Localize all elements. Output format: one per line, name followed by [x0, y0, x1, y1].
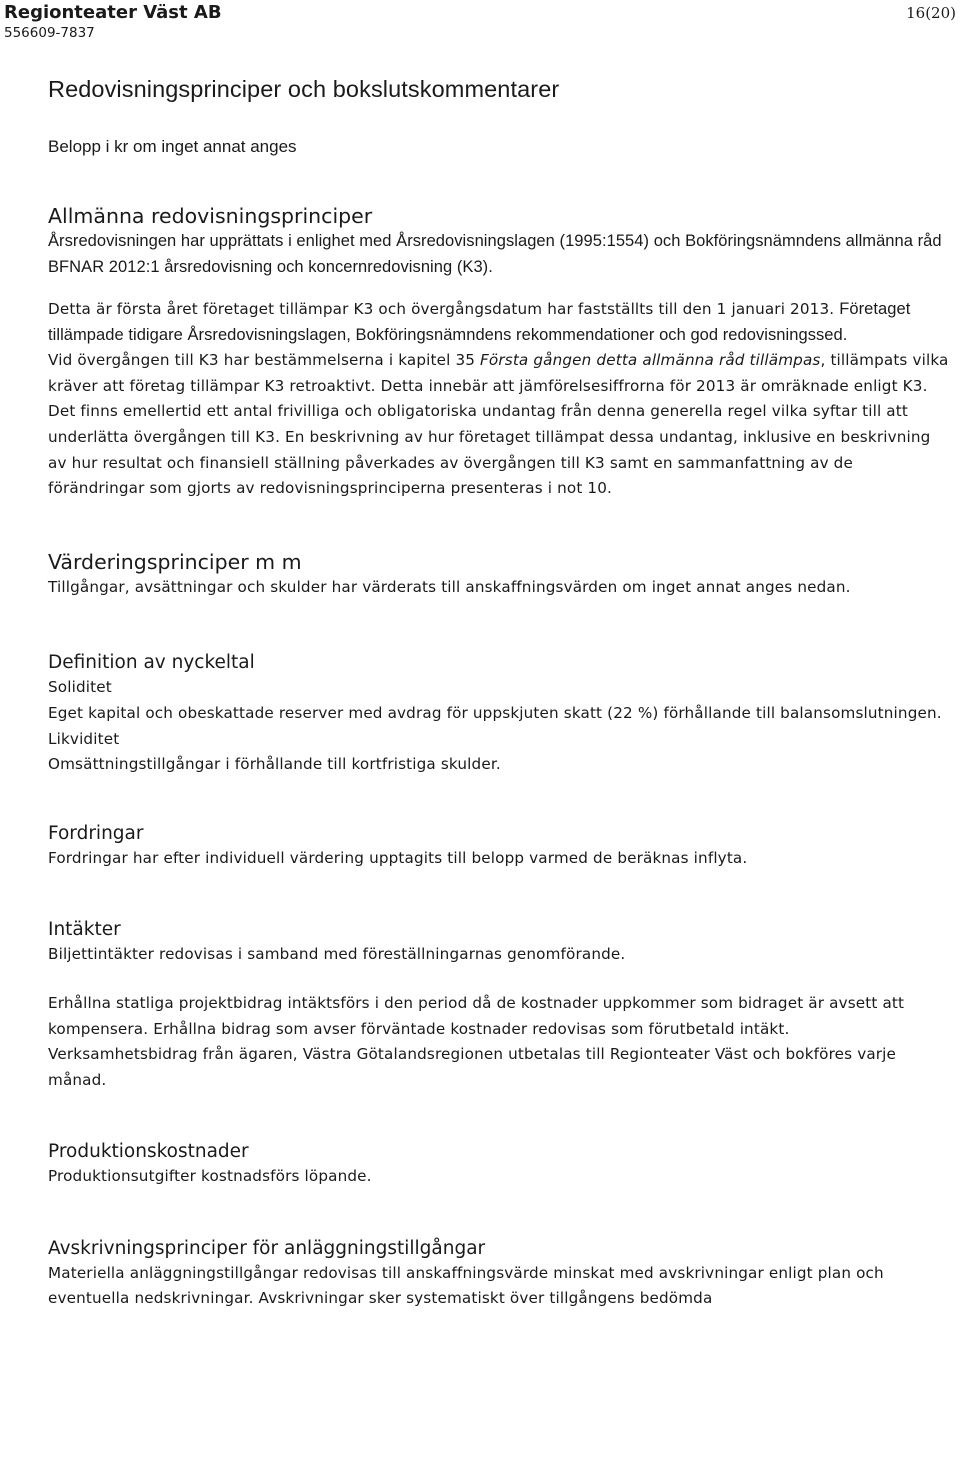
- paragraph: Materiella anläggningstillgångar redovisas till anskaffningsvärde minskat med avskrivningar enligt plan och eventuella nedskrivningar. Avskrivningar sker systematiskt över tillgångens bedömda: [48, 1263, 884, 1308]
- paragraph: [48, 348, 953, 502]
- section-general: [48, 204, 953, 502]
- amount-note: Belopp i kr om inget annat anges: [48, 137, 297, 156]
- section-heading: Allmänna redovisningsprinciper: [48, 204, 373, 228]
- section-heading: Produktionskostnader: [48, 1141, 249, 1163]
- paragraph: Fordringar har efter individuell värdering upptagits till belopp varmed de beräknas inflyta.: [48, 848, 748, 867]
- section-heading: Fordringar: [48, 822, 144, 844]
- section-revenue: [48, 917, 953, 1093]
- paragraph: Årsredovisningen har upprättats i enlighet med Årsredovisningslagen (1995:1554) och Bokföringsnämndens allmänna råd BFNAR 2012:1 årsredovisning och koncernredovisning (K3).: [48, 232, 942, 276]
- paragraph: Verksamhetsbidrag från ägaren, Västra Götalandsregionen utbetalas till Regionteater Väst och bokföres varje månad.: [48, 1045, 897, 1089]
- page-number: 16(20): [906, 4, 956, 22]
- sentence: Företaget tillämpade tidigare Årsredovisningslagen, Bokföringsnämndens rekommendationer och god redovisningssed.: [48, 300, 911, 344]
- sentence: , tillämpats vilka kräver att företag tillämpar K3 retroaktivt. Detta innebär att jämförelsesiffrorna för 2013 är omräknade enligt K3. Det finns emellertid ett antal frivilliga och obligatoriska undantag från denna generella regel vilka syftar till att underlätta övergången till K3. En beskrivning av hur företaget tillämpat dessa undantag, inklusive en beskrivning av hur resultat och finansiell ställning påverkades av övergången till K3 samt en sammanfattning av de förändringar som gjorts av redovisningsprinciperna presenteras i not 10.: [48, 351, 949, 498]
- paragraph: Biljettintäkter redovisas i samband med föreställningarnas genomförande.: [48, 945, 626, 964]
- section-heading: Värderingsprinciper m m: [48, 549, 302, 574]
- paragraph: Produktionsutgifter kostnadsförs löpande.: [48, 1167, 372, 1186]
- kpi-label: Soliditet: [48, 678, 112, 697]
- kpi-definition: Eget kapital och obeskattade reserver med avdrag för uppskjuten skatt (22 %) förhållande till balansomslutningen.: [48, 703, 942, 722]
- section-depreciation: [48, 1236, 953, 1312]
- section-kpi: [48, 650, 953, 777]
- section-heading: Intäkter: [48, 919, 121, 941]
- document-title: Redovisningsprinciper och bokslutskommentarer: [48, 76, 560, 102]
- paragraph: Erhållna statliga projektbidrag intäktsförs i den period då de kostnader uppkommer som bidraget är avsett att kompensera. Erhållna bidrag som avser förväntade kostnader redovisas som förutbetald intäkt.: [48, 993, 905, 1038]
- org-number: 556609-7837: [4, 25, 95, 41]
- kpi-label: Likviditet: [48, 729, 120, 748]
- sentence: Vid övergången till K3 har bestämmelserna i kapitel 35: [48, 351, 481, 370]
- paragraph: Tillgångar, avsättningar och skulder har värderats till anskaffningsvärden om inget annat anges nedan.: [48, 577, 851, 596]
- section-production: [48, 1139, 953, 1190]
- document-body: [48, 74, 953, 1312]
- section-heading: Definition av nyckeltal: [48, 652, 255, 674]
- paragraph: [48, 297, 953, 348]
- sentence: Detta är första året företaget tillämpar K3 och övergångsdatum har fastställts till den 1 januari 2013.: [48, 300, 835, 318]
- section-receivables: [48, 821, 953, 872]
- company-name: Regionteater Väst AB: [4, 2, 222, 23]
- section-valuation: [48, 550, 953, 601]
- kpi-definition: Omsättningstillgångar i förhållande till kortfristiga skulder.: [48, 755, 501, 774]
- section-heading: Avskrivningsprinciper för anläggningstillgångar: [48, 1237, 486, 1259]
- italic-title: Första gången detta allmänna råd tillämpas: [480, 351, 821, 370]
- page-header: [4, 2, 222, 42]
